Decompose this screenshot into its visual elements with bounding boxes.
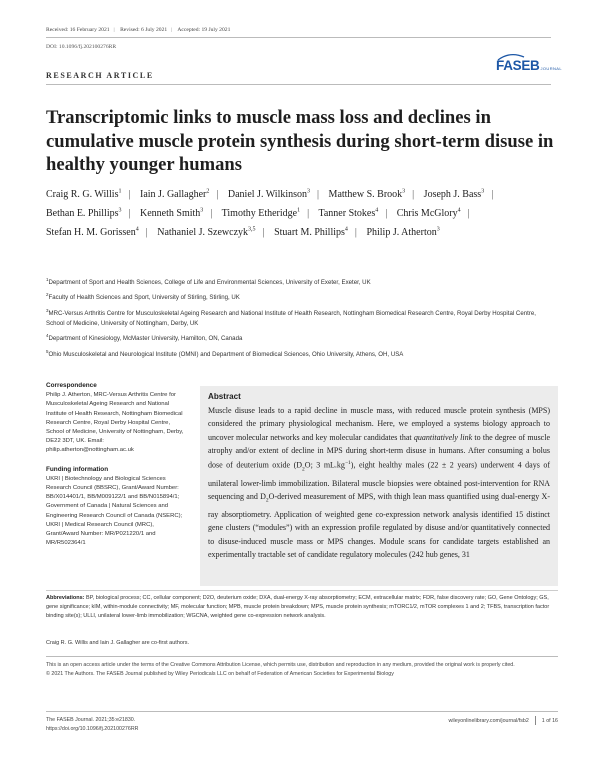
accepted-date: Accepted: 19 July 2021 bbox=[177, 27, 231, 33]
header-bottom-divider bbox=[46, 84, 551, 85]
author-list bbox=[46, 185, 556, 243]
license-line: This is an open access article under the terms of the Creative Commons Attribution License, which permits use, distribution and reproduction in any medium, provided the original work is properly cited. bbox=[46, 662, 515, 668]
author-name[interactable]: Philip J. Atherton$^3$ bbox=[366, 227, 440, 239]
article-type-label: RESEARCH ARTICLE bbox=[46, 71, 154, 80]
faseb-journal-logo[interactable] bbox=[496, 57, 562, 83]
author-separator: | bbox=[385, 208, 388, 220]
author-name[interactable]: Stuart M. Phillips$^4$ bbox=[274, 227, 348, 239]
affiliation-item: $^3$MRC-Versus Arthritis Centre for Musculoskeletal Ageing Research and National Institute of Health Research, Nottingham Biomedical Research Centre, Royal Derby Hospital Centre, School of Medicine, University of Nottingham, Derby, UK bbox=[46, 307, 536, 327]
page-count: 1 of 16 bbox=[541, 717, 558, 724]
co-first-author-note: Craig R. G. Willis and Iain J. Gallagher are co-first authors. bbox=[46, 640, 190, 646]
footer-website-link[interactable]: wileyonlinelibrary.com/journal/fsb2 bbox=[448, 717, 529, 724]
funding-heading: Funding information bbox=[46, 465, 109, 473]
author-separator: | bbox=[128, 189, 131, 200]
footer-doi-link[interactable]: https://doi.org/10.1096/fj.202100276RR bbox=[46, 726, 139, 732]
author-separator: | bbox=[210, 208, 213, 220]
abstract-heading: Abstract bbox=[208, 392, 241, 401]
abstract-text: Muscle disuse leads to a rapid decline in muscle mass, with reduced muscle protein synthesis (MPS) considered the primary physiological mechanism. Here, we employed a systems biology approach to uncover molecular networks and key molecular candidates that quantitatively link to the degree of muscle atrophy and/or extent of decline in MPS during short-term disuse in humans. After consuming a bolus dose of deuterium oxide ($D_2O$; 3 $mL.kg^{-1}$), eight healthy males (22 ± 2 years) underwent 4 days of unilateral lower-limb immobilization. Bilateral muscle biopsies were obtained post-intervention for RNA sequencing and $D_2O$-derived measurement of MPS, with thigh lean mass quantified using dual-energy X-ray absorptiometry. Application of weighted gene co-expression network analysis identified 15 distinct gene clusters (“modules”) with an expression profile regulated by disuse and/or quantitatively connected to disuse-induced muscle mass or MPS changes. Module scans for candidate targets established an experimentally tractable set of candidate regulatory molecules (242 hub genes, 31 bbox=[208, 406, 551, 559]
author-separator: | bbox=[128, 208, 131, 220]
author-separator: | bbox=[145, 227, 148, 239]
author-separator: | bbox=[412, 189, 415, 200]
author-name[interactable]: Craig R. G. Willis$^1$ bbox=[46, 188, 122, 200]
affiliation-item: $^1$Department of Sport and Health Sciences, College of Life and Environmental Sciences, University of Exeter, Exeter, UK bbox=[46, 276, 371, 286]
affiliation-list bbox=[46, 278, 556, 365]
abstract-box bbox=[200, 386, 558, 586]
author-name[interactable]: Iain J. Gallagher$^2$ bbox=[140, 188, 210, 200]
correspondence-heading: Correspondence bbox=[46, 382, 97, 389]
header-divider bbox=[46, 37, 551, 38]
abstract-emphasis: quantitatively link bbox=[413, 432, 473, 442]
affiliation-item: $^5$Ohio Musculoskeletal and Neurological Institute (OMNI) and Department of Biomedical Sciences, Ohio University, Athens, OH, USA bbox=[46, 348, 404, 358]
author-separator: | bbox=[467, 208, 470, 220]
author-name[interactable]: Bethan E. Phillips$^3$ bbox=[46, 207, 122, 220]
author-name[interactable]: Matthew S. Brook$^3$ bbox=[328, 188, 406, 200]
article-sidebar bbox=[46, 381, 186, 557]
article-dates: Received: 16 February 2021 | Revised: 6 July 2021 | Accepted: 19 July 2021 bbox=[46, 27, 231, 33]
logo-swoosh-icon bbox=[496, 53, 526, 61]
author-name[interactable]: Joseph J. Bass$^3$ bbox=[423, 188, 485, 200]
author-name[interactable]: Nathaniel J. Szewczyk$^{3,5}$ bbox=[157, 227, 256, 239]
license-divider bbox=[46, 656, 558, 657]
revised-date: Revised: 6 July 2021 bbox=[120, 27, 168, 33]
author-separator: | bbox=[317, 189, 320, 200]
article-doi[interactable]: DOI: 10.1096/fj.202100276RR bbox=[46, 44, 117, 50]
license-block bbox=[46, 661, 558, 679]
author-name[interactable]: Daniel J. Wilkinson$^3$ bbox=[227, 188, 311, 200]
author-name[interactable]: Tanner Stokes$^4$ bbox=[318, 207, 379, 220]
author-name[interactable]: Chris McGlory$^4$ bbox=[396, 207, 461, 220]
affiliation-item: $^2$Faculty of Health Sciences and Sport, University of Stirling, Stirling, UK bbox=[46, 292, 240, 302]
affiliation-item: $^4$Department of Kinesiology, McMaster University, Hamilton, ON, Canada bbox=[46, 333, 243, 343]
author-name[interactable]: Stefan H. M. Gorissen$^4$ bbox=[46, 227, 139, 239]
footer-right bbox=[449, 716, 558, 725]
footer-journal: The FASEB Journal. 2021;35:e21830. bbox=[46, 717, 136, 723]
footer-divider bbox=[46, 711, 558, 712]
logo-sub-text: JOURNAL bbox=[540, 66, 562, 71]
article-title: Transcriptomic links to muscle mass loss and declines in cumulative muscle protein synthesis during short-term disuse in healthy younger humans bbox=[46, 107, 554, 175]
funding-text: UKRI | Biotechnology and Biological Sciences Research Council (BBSRC), Grant/Award Number: BB/X014401/1, BB/M009122/1 and BB/N015894/1; Government of Canada | Natural Sciences and Engineering Research Council of Canada (NSERC); UKRI | Medical Research Council (MRC), Grant/Award Number: MR/P021220/1 and MR/R502364/1 bbox=[46, 475, 183, 547]
abbreviations-text: BP, biological process; CC, cellular component; D2O, deuterium oxide; DXA, dual-energy X-ray absorptiometry; ECM, extracellular matrix; FDR, false discovery rate; GO, Gene Ontology; GS, gene significance; kIM, within-module connectivity; MF, molecular function; MPB, muscle protein breakdown; MPS, muscle protein synthesis; mTORC1/2, mTOR complexes 1 and 2; TFBS, transcription factor binding site(s); ULLI, unilateral lower-limb immobilization; WGCNA, weighted gene co-expression network analysis. bbox=[46, 595, 550, 620]
author-name[interactable]: Timothy Etheridge$^1$ bbox=[221, 207, 301, 220]
logo-main-text: FASEB bbox=[496, 58, 540, 73]
copyright-line: © 2021 The Authors. The FASEB Journal published by Wiley Periodicals LLC on behalf of Federation of American Societies for Experimental Biology bbox=[46, 671, 394, 677]
abbreviations-divider bbox=[46, 590, 558, 591]
author-separator: | bbox=[262, 227, 265, 239]
abbreviations-label: Abbreviations: bbox=[46, 595, 85, 601]
author-separator: | bbox=[354, 227, 357, 239]
correspondence-text: Philip J. Atherton, MRC-Versus Arthritis Centre for Musculoskeletal Ageing Research and National Institute of Health Research, Nottingham Biomedical Research Centre, Royal Derby Hospital Centre, School of Medicine, University of Nottingham, Derby, DE22 3DT, UK. Email: philip.atherton@nottingham.ac.uk bbox=[46, 392, 184, 454]
abbreviations-block bbox=[46, 594, 558, 621]
author-separator: | bbox=[307, 208, 310, 220]
author-name[interactable]: Kenneth Smith$^3$ bbox=[140, 207, 204, 220]
footer-citation bbox=[46, 716, 138, 734]
received-date: Received: 16 February 2021 bbox=[46, 27, 110, 33]
author-separator: | bbox=[216, 189, 219, 200]
author-separator: | bbox=[491, 189, 494, 200]
correspondence-block bbox=[46, 381, 186, 456]
funding-block bbox=[46, 465, 186, 549]
